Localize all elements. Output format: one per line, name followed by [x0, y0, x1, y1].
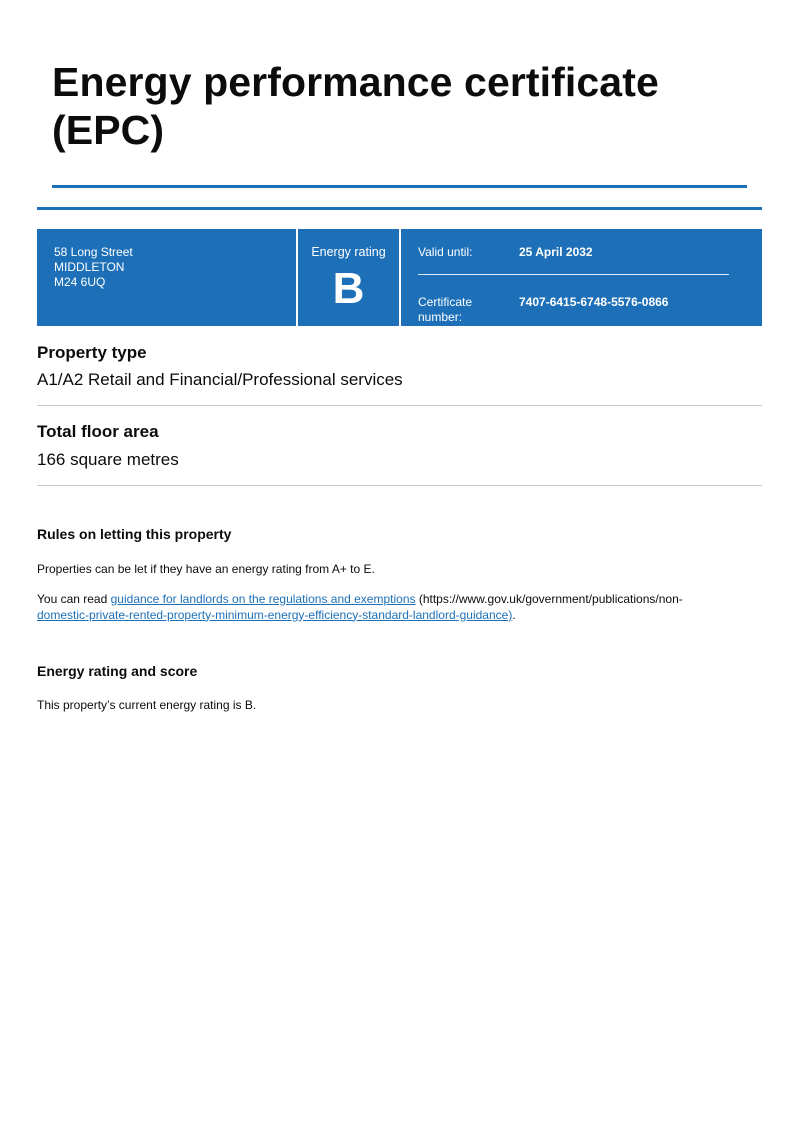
valid-until-label: Valid until:	[418, 245, 473, 259]
energy-rating-label: Energy rating	[311, 245, 386, 259]
rating-score-heading: Energy rating and score	[37, 663, 198, 679]
property-type-heading: Property type	[37, 343, 147, 362]
floor-area-value: 166 square metres	[37, 450, 179, 469]
guidance-prefix: You can read	[37, 592, 111, 606]
certificate-number: 7407-6415-6748-5576-0866	[519, 295, 669, 309]
valid-until-value: 25 April 2032	[519, 245, 593, 259]
address-postcode: M24 6UQ	[54, 275, 106, 289]
section-divider	[37, 207, 762, 210]
page-title: Energy performance certificate (EPC)	[52, 59, 659, 153]
floor-area-heading: Total floor area	[37, 422, 159, 441]
divider	[37, 485, 762, 486]
validity-divider	[418, 274, 729, 275]
certificate-label-line2: number:	[418, 310, 463, 324]
letting-rules-heading: Rules on letting this property	[37, 526, 232, 542]
guidance-paragraph	[37, 592, 762, 623]
energy-rating-value: B	[332, 264, 365, 313]
rating-score-paragraph: This property’s current energy rating is B.	[37, 698, 257, 712]
property-type-value: A1/A2 Retail and Financial/Professional services	[37, 370, 403, 389]
guidance-link[interactable]: guidance for landlords on the regulations and exemptions	[110, 592, 416, 606]
certificate-label-line1: Certificate	[418, 295, 473, 309]
guidance-suffix: .	[512, 607, 516, 622]
guidance-url-line1: (https://www.gov.uk/government/publications/non-	[415, 592, 683, 606]
certificate-summary-panel	[37, 229, 762, 326]
address-block	[37, 229, 296, 326]
validity-block	[401, 229, 762, 326]
address-line-2: MIDDLETON	[54, 260, 125, 274]
divider	[37, 405, 762, 406]
title-underline	[52, 185, 747, 188]
guidance-url-link[interactable]: domestic-private-rented-property-minimum-energy-efficiency-standard-landlord-guidance)	[37, 607, 513, 622]
letting-rules-paragraph: Properties can be let if they have an energy rating from A+ to E.	[37, 562, 375, 576]
energy-rating-block	[298, 229, 399, 326]
address-line-1: 58 Long Street	[54, 245, 133, 259]
